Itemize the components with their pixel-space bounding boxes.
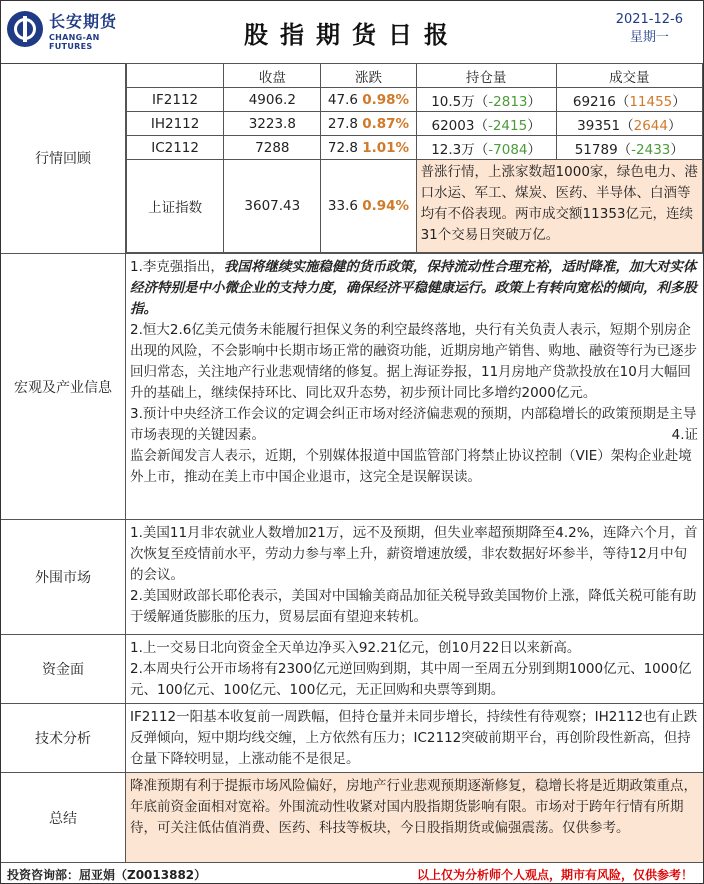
contract-name: IF2112 xyxy=(127,88,224,112)
external-market-label: 外围市场 xyxy=(1,520,126,634)
column-header: 持仓量 xyxy=(416,64,556,88)
market-review-label: 行情回顾 xyxy=(1,63,126,253)
report-date: 2021-12-6 xyxy=(615,12,683,27)
price-change: 27.8 0.87% xyxy=(321,112,416,136)
macro-label: 宏观及产业信息 xyxy=(1,254,126,519)
market-note: 普涨行情，上涨家数超1000家，绿色电力、港口水运、军工、煤炭、医药、半导体、白酒等均有不俗表现。两市成交额11353亿元，连续31个交易日突破万亿。 xyxy=(416,160,702,253)
open-interest: 12.3万（-7084） xyxy=(416,136,556,160)
column-header: 涨跌 xyxy=(321,64,416,88)
macro-item-1: 1.李克强指出，我国将继续实施稳健的货币政策，保持流动性合理充裕，适时降准，加大对实体经济特别是中小微企业的支持力度，确保经济平稳健康运行。政策上有转向宽松的倾向，利多股指。 xyxy=(130,259,697,317)
report-weekday: 星期一 xyxy=(629,30,669,45)
index-change: 33.6 0.94% xyxy=(321,160,416,253)
open-interest: 62003（-2415） xyxy=(416,112,556,136)
report-header xyxy=(1,1,703,64)
macro-text xyxy=(126,254,703,488)
external-item-1: 1.美国11月非农就业人数增加21万，远不及预期，但失业率超预期降至4.2%，连降六个月，首次恢复至疫情前水平，劳动力参与率上升，薪资增速放缓，非农数据好坏参半，等待12月中旬的会议。 xyxy=(130,525,698,583)
table-row xyxy=(127,136,703,160)
price-change: 47.6 0.98% xyxy=(321,88,416,112)
summary-label: 总结 xyxy=(1,773,126,862)
report-date-block xyxy=(616,11,683,47)
table-row xyxy=(127,88,703,112)
table-row xyxy=(127,112,703,136)
report-title: 股指期货日报 xyxy=(244,21,460,49)
technical-text: IF2112一阳基本收复前一周跌幅，但持仓量并未同步增长，持续性有待观察；IH2112也有止跌反弹倾向，短中期均线交缠，上方依然有压力；IC2112突破前期平台，再创阶段性新高，但持仓量下降较明显，上涨动能不是很足。 xyxy=(130,709,698,767)
logo-name-cn: 长安期货 xyxy=(49,12,118,31)
index-name: 上证指数 xyxy=(127,160,224,253)
contract-name: IC2112 xyxy=(127,136,224,160)
macro-item-3: 3.预计中央经济工作会议的定调会纠正市场对经济偏悲观的预期，内部稳增长的政策预期是主导市场表现的关键因素。 4.证 xyxy=(130,406,698,443)
macro-item-2: 2.恒大2.6亿美元债务未能履行担保义务的利空最终落地，央行有关负责人表示，短期个别房企出现的风险，不会影响中长期市场正常的融资功能，近期房地产销售、购地、融资等行为已逐步回归常态，关注地产行业悲观情绪的修复。据上海证券报，11月房地产贷款投放在10月大幅回升的基础上，继续保持环比、同比双升态势，初步预计同比多增约2000亿元。 xyxy=(130,322,697,401)
funds-item-1: 1.上一交易日北向资金全天单边净买入92.21亿元，创10月22日以来新高。 xyxy=(130,640,581,656)
summary-text: 降准预期有利于提振市场风险偏好，房地产行业悲观预期逐渐修复，稳增长将是近期政策重点，年底前资金面相对宽裕。外围流动性收紧对国内股指期货影响有限。市场对于跨年行情有所期待，可关注低估值消费、医药、科技等板块，今日股指期货或偏强震荡。仅供参考。 xyxy=(130,778,697,836)
technical-label: 技术分析 xyxy=(1,704,126,772)
report-footer xyxy=(1,863,703,883)
volume: 69216（11455） xyxy=(556,88,702,112)
table-header-row xyxy=(127,64,703,88)
close-price: 7288 xyxy=(224,136,321,160)
funds-label: 资金面 xyxy=(1,635,126,703)
index-close: 3607.43 xyxy=(224,160,321,253)
column-header: 成交量 xyxy=(556,64,702,88)
market-table xyxy=(126,63,703,253)
technical-section xyxy=(1,704,703,773)
summary-section xyxy=(1,773,703,863)
price-change: 72.8 1.01% xyxy=(321,136,416,160)
market-review-section xyxy=(1,63,703,254)
volume: 39351（2644） xyxy=(556,112,702,136)
open-interest: 10.5万（-2813） xyxy=(416,88,556,112)
risk-disclaimer: 以上仅为分析师个人观点，期市有风险，仅供参考！ xyxy=(416,868,693,882)
volume: 51789（-2433） xyxy=(556,136,702,160)
macro-section xyxy=(1,254,703,520)
external-market-section xyxy=(1,520,703,635)
logo-name-en: CHANG-AN FUTURES xyxy=(49,33,100,51)
contract-name: IH2112 xyxy=(127,112,224,136)
macro-item-4: 监会新闻发言人表示，近期，个别媒体报道中国监管部门将禁止协议控制（VIE）架构企业赴境外上市，推动在美上市中国企业退市，这完全是误解误读。 xyxy=(130,448,692,485)
analyst-info: 投资咨询部：屈亚娟（Z0013882） xyxy=(7,868,207,882)
table-row xyxy=(127,160,703,253)
column-header xyxy=(127,64,224,88)
funds-text xyxy=(126,635,703,701)
column-header: 收盘 xyxy=(224,64,321,88)
close-price: 3223.8 xyxy=(224,112,321,136)
close-price: 4906.2 xyxy=(224,88,321,112)
funds-item-2: 2.本周央行公开市场将有2300亿元逆回购到期，其中周一至周五分别到期1000亿元、1000亿元、100亿元、100亿元、100亿元，无正回购和央票等到期。 xyxy=(130,661,692,698)
external-market-text xyxy=(126,520,703,628)
funds-section xyxy=(1,635,703,704)
external-item-2: 2.美国财政部长耶伦表示，美国对中国输美商品加征关税导致美国物价上涨，降低关税可能有助于缓解通货膨胀的压力，贸易层面有望迎来转机。 xyxy=(130,588,697,625)
